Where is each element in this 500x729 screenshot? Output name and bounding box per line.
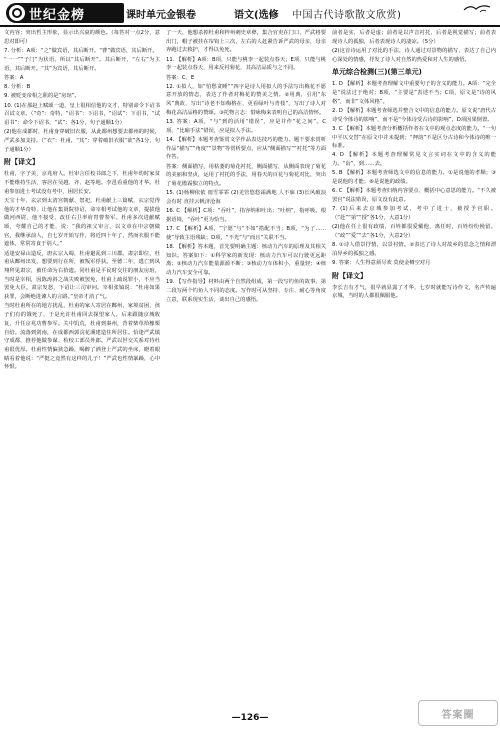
- brand-logo-icon: [9, 5, 25, 21]
- answer-paragraph: 7. (1)后来去京城参加考试，考中了进士，被授予官职。（“赴”“第”“授”各1分，大意1分）: [332, 206, 496, 221]
- answer-paragraph: 文内容；突出哲主形象，显示出兴衰的颜色。（每答对一点2分，意思对即可）: [4, 30, 160, 45]
- answer-paragraph: (2)他在任上很有政绩，百姓都很爱戴他，离任时，百姓纷纷挽留。（“政”“爱”“去”各1分，大意2分）: [332, 224, 496, 239]
- answer-paragraph: 1. D 【解析】本题考查理解文中重要句子的含义的能力。A项：“完全是”说法过于绝对；B项，“主要是”表述不当；C项，原文是“诗的风格”，而非“文体风格”。: [332, 81, 496, 105]
- unit-test-heading: 单元综合检测(三)(第三单元): [332, 68, 422, 77]
- translation-paragraph: 天宝十年，玄宗到太清宫朝献、祭祀，杜甫献上三篇赋，玄宗觉得他的才华奇特，让他在集贤院待诏，命宰相考试他的文章，提拔他做河西尉，他不接受，改任右卫率府胄曹参军。杜甫多次进献赋颂，夸耀自己的才能，说：“我的祖父审言，以文章在中宗朝做官，我继承前人，自七岁开始写作，将近四十年了，然而衣服不能遮体，常常寄食于别人。”: [4, 197, 160, 248]
- answer-column-3: [332, 29, 496, 709]
- answer-paragraph: 12. ①拟人，如“怕愁贪睡”“四字是诗人用拟人的手法写出梅花不愿意开放的情态，表达了作者对梅花的赞美之情。②用典，引用“东风”典故，写出“诗老不知梅格在，更看绿叶与青枝”，写出了诗人对梅花高洁品格的赞颂。③托物言志：借咏梅来表明自己的高洁情怀。: [166, 83, 326, 116]
- answer-paragraph: 18. 【解析】答本题，首先要明确主题：核动力汽车的原理及其相关知识。答案如下：①科学家的新发现：核动力汽车可以行驶更远距离；②核动力汽车能量源源不断；③核动力车体积小，重量轻；④核动力汽车安全可靠。: [166, 243, 326, 276]
- answer-paragraph: 11. 【解析】A项：B项，只能与桃李一起装点春天；E项，只能与桃李一起装点春天，用来反衬菊花，其高洁品质与之不同。: [166, 56, 326, 72]
- answer-paragraph: 了一天，他想杀掉杜甫和梓州刺史章彝，集合官吏在门口，严武将要出门，帽子被挂在帘钩上三次，左右的人赶紧告诉严武的母亲，母亲奔跑过去救护，才得以免死。: [166, 30, 326, 54]
- answer-paragraph: 14. 【解析】本题考查鉴赏文学作品表达技巧的能力。题干要求赏析作品“描写”“角度”“景物”等赏析要点，应从“侧面描写”“衬托”等方面作答。: [166, 136, 326, 161]
- answer-paragraph: 5. B 【解析】本题考查筛选文中的信息的能力。①是说他的孝顺；③是说他的才能；⑥是说他的政绩。: [332, 170, 496, 186]
- watermark-stamp: 答案圈: [418, 700, 498, 726]
- subject-title: 语文(选修: [234, 10, 279, 21]
- answer-paragraph: 10. (1)在那赵上赋颂一道，皇上很相信他的文才，特别命令下诏书召试文章。（“奇”：奇特，“诏书”：下诏书，“诏试”：下诏书，“试诏书”：命令下诏书，“试”：各1分，句子通顺1分）: [4, 102, 160, 127]
- answer-paragraph: (2)这首诗运用了对比的手法，诗人通过对景物的描写，表达了自己内心深处的情感，抒发了诗人对自然的热爱和对人生的感悟。: [332, 47, 496, 63]
- brand-title: 世纪金榜: [29, 7, 86, 23]
- answer-paragraph: 8. 分析：B: [4, 84, 31, 91]
- translation-paragraph: 杜甫，字子美，京兆府人。杜审言任校书郎之下，杜甫年幼时家贫不能维持生活，客居在吴越、齐、赵等地。李邕看重他的才华。杜甫参加进士考试没有考中，困居长安。: [4, 171, 160, 195]
- answer-paragraph: 13. 答案：A项，“与”到的活用“错误”，应是并作“花之间”。C项，“比喻手法”错误，应是拟人手法。: [166, 119, 326, 134]
- answer-paragraph: 答案：A: [4, 75, 24, 82]
- answer-paragraph: 4. D 【解析】本题考查理解常见文言实词在文中的含义的能力。“诣”，到……去。: [332, 152, 496, 168]
- brand-banner: [6, 3, 124, 23]
- translation-paragraph: 当时杜甫所在的地方扰乱，杜甫的家人寄居在鄜州，家境贫困，孩子们有的饿死了，于是允许杜甫回去探望家人。后来跟随京城收复，升任京兆功曹参军。关中饥荒，杜甫到秦州，背着柴草拾橡栗自给。流落到剑南，在成都西郭浣花溪建造住所居住。恰逢严武镇守成都，推荐他做参谋、检校工部员外郎。严武以世交关系对待杜甫很优厚。杜甫性情偏狭急躁，喝醉了酒登上严武的坐床，瞪着眼睛看着他说：“严挺之竟然有这样的儿子！”严武也性情暴躁，心中怀恨。: [4, 303, 160, 371]
- translation-paragraph: 李长吉有才气，很早就显露了才华，七岁时就能写诗作文，名声传遍京城，当时的人都很佩服他。: [332, 284, 496, 300]
- answer-paragraph: 9. 答案：人生得意须尽欢 莫使金樽空对月: [332, 259, 431, 266]
- answer-paragraph: (2)他在成都时，杜甫身穿破旧衣服，从此都州想要去都州的时候，严武多加支持。（“衣”：杜甫，“其”：穿着破旧衣服“欲“各1分，句子通顺1分）: [4, 129, 160, 153]
- answer-paragraph: 17. C 【解析】A项，“宁愿”与“不如”搭配不当；B项，“为了……使”导致主语残缺；D项，“不光”与“而且”关联不当。: [166, 225, 326, 241]
- answer-paragraph: 答案：C、E: [166, 74, 195, 81]
- answer-paragraph: 7. 分析：A项：“之”做宾语，其后断开。“曹”做宾语，其后断开。: [4, 47, 158, 54]
- translation-heading: 附【译文】: [4, 158, 39, 167]
- bird-icon: [462, 2, 492, 14]
- answer-column-2: [166, 29, 326, 709]
- answer-column-1: [4, 29, 160, 709]
- book-title: 中国古代诗歌散文欣赏): [292, 10, 402, 21]
- answer-paragraph: 答案：侧面描写，用枯萎的菊花衬托，侧面描写，从侧面表现了菊花的美丽和坚贞，运用了衬托的手法，用春天的百花与菊花对比，突出了菊花傲霜独立的特点。: [166, 163, 326, 187]
- answer-paragraph: 16. C 【解析】C项：“吞吐”，指容纳和吐出；“吐纳”，指呼吸。根据语境，“吞吐”更为恰当。: [166, 208, 326, 223]
- answer-paragraph: 3. C 【解析】本题考查分析概括作者在文中的观点态度的能力。“一句中平仄交替”在原文中并未提到；“押韵”不是区分古诗和今体诗的唯一标准。: [332, 125, 496, 150]
- answer-paragraph: 19. 【写作指导】材料由两个自然段组成，第一段写钓鱼的故事，第二段写两个钓鱼人不同的态度。写作时可从坚持、专注、耐心等角度立意，联系现实生活，谈出自己的感悟。: [166, 279, 326, 303]
- answer-paragraph: “一一”“子门”为状语，所以“其后断开”。其后断开，“左右”为主语，其后断开。“其”为宾语，其后断开。: [4, 57, 160, 72]
- page-number: —126—: [231, 713, 269, 723]
- answer-paragraph: 前者是实，后者是虚；前者是以声音衬托，后者是视觉描写；前者表现诗人的孤独，后者表现诗人的凄凉。（5分）: [332, 30, 496, 45]
- answer-paragraph: 9. 被贬变帝相之职的是“房琯”。: [4, 93, 80, 100]
- series-title: 课时单元金银卷: [126, 10, 196, 21]
- translation-heading: 附【译文】: [332, 271, 367, 280]
- answer-paragraph: 15. (1)杨柳依依 雨雪霏霏 (2)羌管悠悠霜满地 人不寐 (3)长风破浪会有时 直挂云帆济沧海: [166, 190, 326, 205]
- answer-paragraph: 8. ①诗人借景抒情，以景衬情。②表达了诗人对故乡的思念之情和漂泊异乡的孤独之感。: [332, 241, 496, 257]
- translation-paragraph: 适逢安禄山造反，唐玄宗入蜀，杜甫避乱到三川郡。肃宗即位，杜甫从鄜州出发，想要到行在所，被叛军俘获。至德二年，逃亡到凤翔拜见肃宗，被任命为右拾遗。同杜甫是平民时交往的朋友房琯，当时是宰相，因陈涛斜之战失败被罢免，杜甫上疏说罪小，不应当罢免大臣。肃宗发怒，下诏让三司审问。宰相张镐说：“杜甫如果获罪，会断绝进谏人的言路。”皇帝才消了气。: [4, 250, 160, 301]
- page-header: [0, 0, 500, 26]
- answer-paragraph: 6. C 【解析】本题考查归纳内容要点、概括中心意思的能力。“不久被罢官”说法错误，原文没有此意。: [332, 188, 496, 203]
- header-rule: [0, 25, 500, 27]
- answer-paragraph: 2. D 【解析】本题考查筛选并整合文中的信息的能力。原文说“唐代古诗受今体诗的影响”，而不是“今体诗受古诗的影响”，D项因果倒置。: [332, 107, 496, 123]
